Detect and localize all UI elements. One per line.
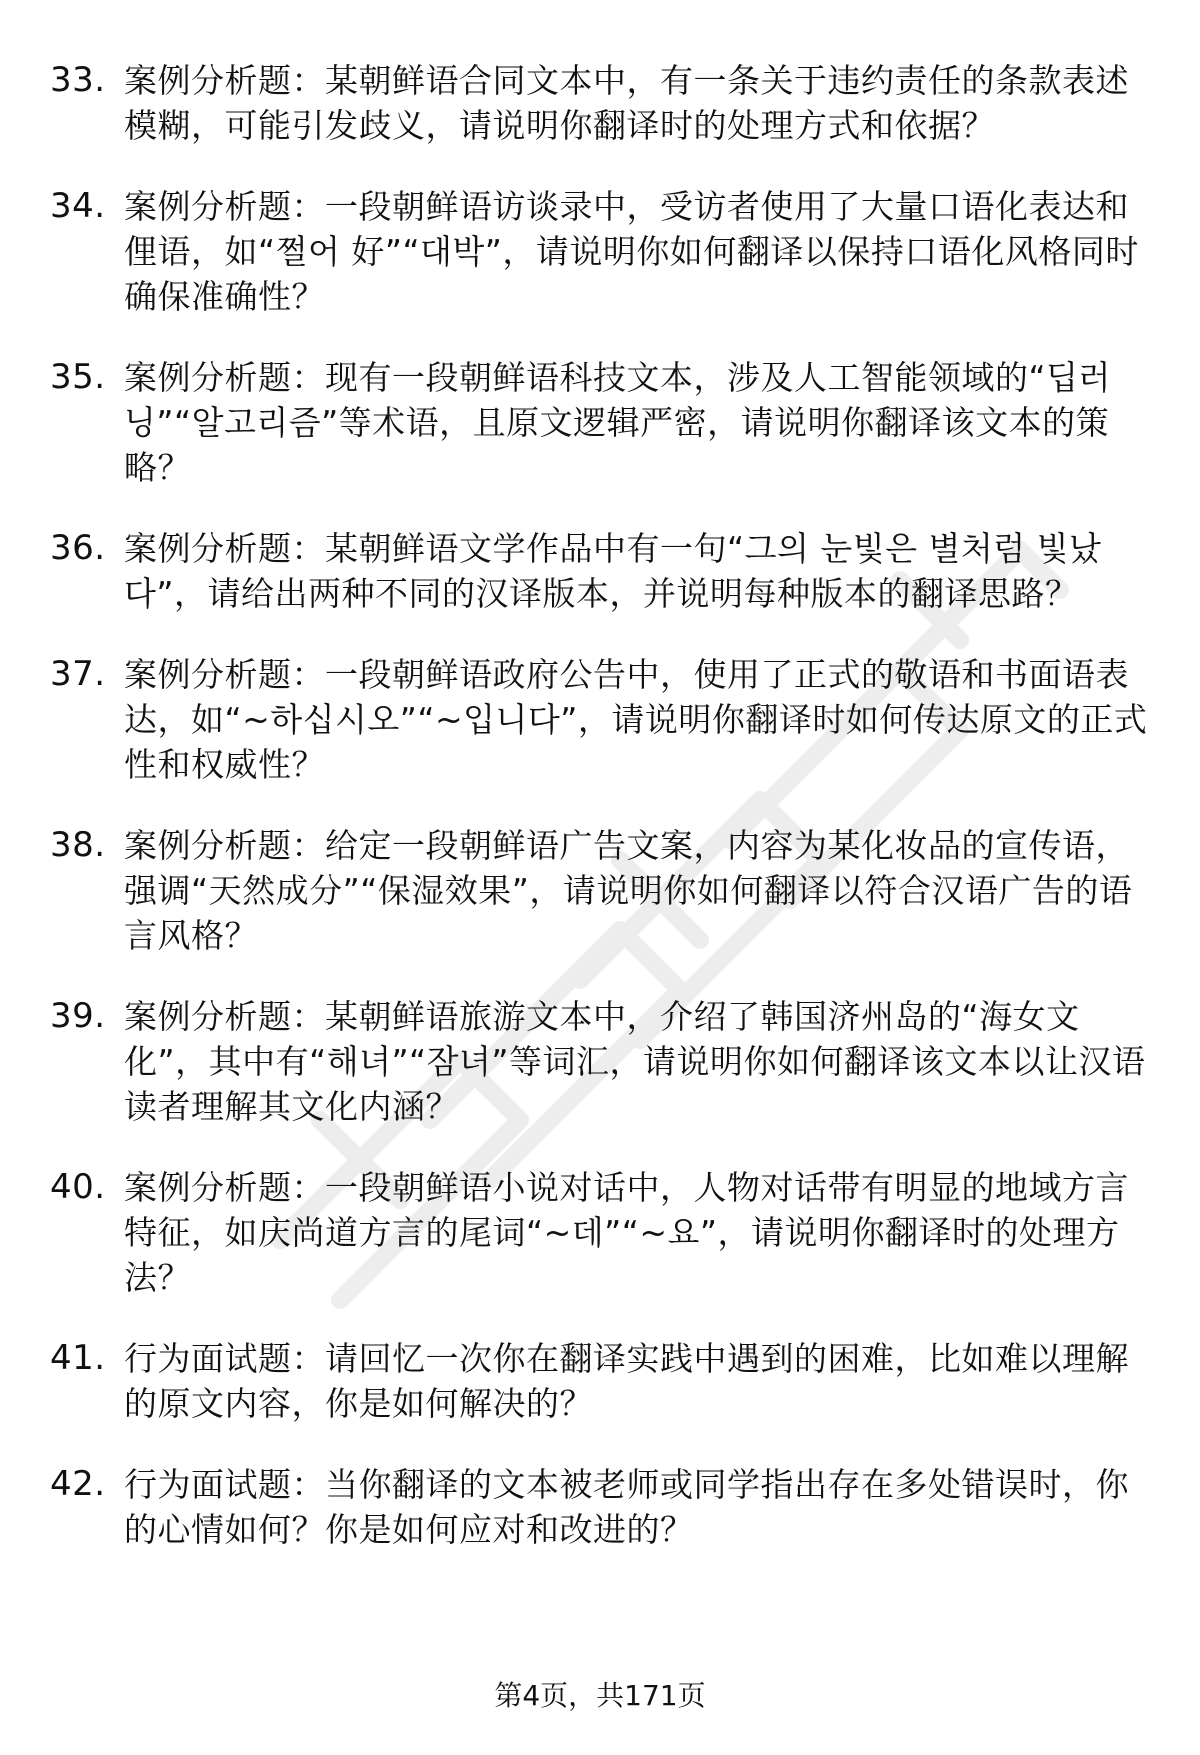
question-number: 42. [50, 1464, 106, 1504]
page-footer [0, 1678, 1200, 1714]
question-text: 案例分析题：现有一段朝鲜语科技文本，涉及人工智能领域的“딥러닝”“알고리즘”等术语，且原文逻辑严密，请说明你翻译该文本的策略？ [124, 358, 1111, 487]
question-text: 案例分析题：一段朝鲜语访谈录中，受访者使用了大量口语化表达和俚语，如“쩔어 好”“대박”，请说明你如何翻译以保持口语化风格同时确保准确性？ [124, 187, 1139, 316]
list-item [50, 355, 1160, 490]
question-number: 39. [50, 996, 106, 1036]
question-text: 行为面试题：请回忆一次你在翻译实践中遇到的困难，比如难以理解的原文内容，你是如何解决的？ [124, 1339, 1129, 1423]
list-item [50, 1462, 1160, 1552]
question-number: 41. [50, 1338, 106, 1378]
question-text: 案例分析题：一段朝鲜语小说对话中，人物对话带有明显的地域方言特征，如庆尚道方言的尾词“~데”“~요”，请说明你翻译时的处理方法？ [124, 1168, 1129, 1297]
question-number: 35. [50, 357, 106, 397]
question-number: 38. [50, 825, 106, 865]
list-item [50, 184, 1160, 319]
question-number: 40. [50, 1167, 106, 1207]
question-text: 案例分析题：给定一段朝鲜语广告文案，内容为某化妆品的宣传语，强调“天然成分”“保湿效果”，请说明你如何翻译以符合汉语广告的语言风格？ [124, 826, 1133, 955]
question-list [50, 58, 1160, 1588]
question-text: 案例分析题：某朝鲜语旅游文本中，介绍了韩国济州岛的“海女文化”，其中有“해녀”“잠녀”等词汇，请说明你如何翻译该文本以让汉语读者理解其文化内涵？ [124, 997, 1146, 1126]
list-item [50, 1165, 1160, 1300]
question-text: 案例分析题：某朝鲜语文学作品中有一句“그의 눈빛은 별처럼 빛났다”，请给出两种不同的汉译版本，并说明每种版本的翻译思路？ [124, 529, 1102, 613]
list-item [50, 58, 1160, 148]
question-text: 行为面试题：当你翻译的文本被老师或同学指出存在多处错误时，你的心情如何？你是如何应对和改进的？ [124, 1465, 1129, 1549]
list-item [50, 652, 1160, 787]
question-text: 案例分析题：一段朝鲜语政府公告中，使用了正式的敬语和书面语表达，如“~하십시오”“~입니다”，请说明你翻译时如何传达原文的正式性和权威性？ [124, 655, 1148, 784]
question-number: 36. [50, 528, 106, 568]
question-number: 34. [50, 186, 106, 226]
question-number: 33. [50, 60, 106, 100]
question-number: 37. [50, 654, 106, 694]
list-item [50, 1336, 1160, 1426]
question-text: 案例分析题：某朝鲜语合同文本中，有一条关于违约责任的条款表述模糊，可能引发歧义，请说明你翻译时的处理方式和依据？ [124, 61, 1129, 145]
list-item [50, 526, 1160, 616]
page-indicator: 第4页，共171页 [494, 1679, 706, 1712]
list-item [50, 823, 1160, 958]
list-item [50, 994, 1160, 1129]
